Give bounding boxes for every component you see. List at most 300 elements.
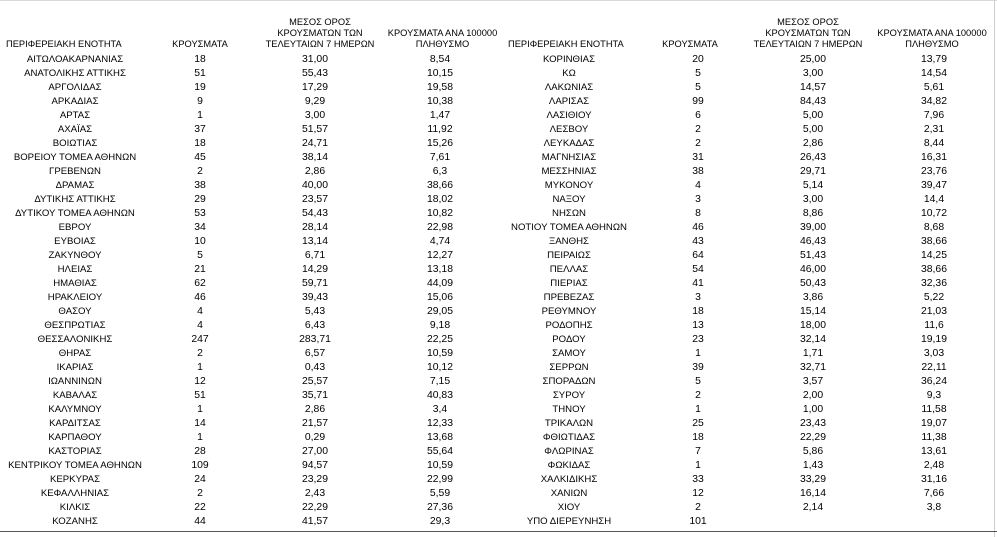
- table-row: [490, 417, 990, 431]
- region-cell: ΝΑΞΟΥ: [552, 194, 586, 205]
- region-cell: ΑΡΤΑΣ: [59, 110, 91, 121]
- per100k-cell: 8,68: [923, 222, 945, 233]
- table-row: [490, 151, 990, 165]
- region-cell: ΛΑΣΙΘΙΟΥ: [546, 110, 592, 121]
- avg7-cell: 6,71: [304, 250, 326, 261]
- header-region-left: [6, 12, 176, 50]
- region-cell: ΤΗΝΟΥ: [552, 404, 586, 415]
- header-cases-label: ΚΡΟΥΣΜΑΤΑ: [172, 39, 228, 49]
- avg7-cell: 94,57: [301, 460, 328, 471]
- region-cell: ΛΕΥΚΑΔΑΣ: [543, 138, 595, 149]
- region-cell: ΡΕΘΥΜΝΟΥ: [541, 306, 597, 317]
- table-row: [490, 361, 990, 375]
- per100k-cell: 22,11: [921, 362, 947, 373]
- cases-cell: 2: [695, 390, 701, 401]
- cases-cell: 20: [692, 54, 704, 65]
- avg7-cell: 9,29: [304, 96, 326, 107]
- cases-cell: 4: [197, 306, 203, 317]
- cases-cell: 8: [695, 208, 701, 219]
- region-cell: ΑΡΚΑΔΙΑΣ: [51, 96, 99, 107]
- table-row: [0, 165, 500, 179]
- avg7-cell: 38,14: [301, 152, 328, 163]
- cases-cell: 13: [692, 320, 704, 331]
- table-row: [0, 277, 500, 291]
- per100k-cell: 14,4: [923, 194, 945, 205]
- cases-cell: 43: [692, 236, 704, 247]
- table-row: [490, 277, 990, 291]
- avg7-cell: 51,43: [799, 250, 826, 261]
- avg7-cell: 32,14: [799, 334, 826, 345]
- cases-cell: 2: [695, 124, 701, 135]
- table-row: [0, 431, 500, 445]
- region-cell: ΚΑΡΠΑΘΟΥ: [48, 432, 102, 443]
- header-per100k-left: [375, 12, 510, 50]
- table-row: [490, 207, 990, 221]
- region-cell: ΣΥΡΟΥ: [552, 390, 586, 401]
- avg7-cell: 5,43: [304, 306, 326, 317]
- cases-cell: 29: [194, 194, 206, 205]
- per100k-cell: 6,3: [432, 166, 448, 177]
- cases-cell: 38: [692, 166, 704, 177]
- per100k-cell: 21,03: [920, 306, 947, 317]
- cases-cell: 23: [692, 334, 704, 345]
- region-cell: ΚΟΡΙΝΘΙΑΣ: [542, 54, 596, 65]
- per100k-cell: 32,36: [920, 278, 947, 289]
- per100k-cell: 7,61: [429, 152, 451, 163]
- table-row: [0, 291, 500, 305]
- per100k-cell: 19,07: [920, 418, 947, 429]
- table-row: [0, 137, 500, 151]
- table-row: [490, 291, 990, 305]
- per100k-cell: 38,66: [426, 180, 453, 191]
- cases-cell: 5: [197, 250, 203, 261]
- table-row: [490, 403, 990, 417]
- avg7-cell: 24,71: [301, 138, 328, 149]
- per100k-cell: 36,24: [920, 376, 947, 387]
- table-row: [0, 95, 500, 109]
- avg7-cell: 29,71: [799, 166, 826, 177]
- avg7-cell: 32,71: [799, 362, 826, 373]
- per100k-cell: 3,4: [432, 404, 448, 415]
- per100k-cell: 2,48: [923, 460, 945, 471]
- header-region-label: ΠΕΡΙΦΕΡΕΙΑΚΗ ΕΝΟΤΗΤΑ: [6, 39, 122, 49]
- region-cell: ΜΥΚΟΝΟΥ: [544, 180, 594, 191]
- cases-cell: 34: [194, 222, 206, 233]
- cases-cell: 2: [695, 502, 701, 513]
- cases-cell: 18: [692, 306, 704, 317]
- region-cell: ΙΚΑΡΙΑΣ: [56, 362, 94, 373]
- table-row: [490, 459, 990, 473]
- cases-cell: 5: [695, 376, 701, 387]
- cases-cell: 18: [194, 54, 206, 65]
- region-cell: ΞΑΝΘΗΣ: [549, 236, 589, 247]
- per100k-cell: 29,05: [426, 306, 453, 317]
- cases-cell: 1: [197, 432, 203, 443]
- avg7-cell: 1,00: [802, 404, 824, 415]
- region-cell: ΦΛΩΡΙΝΑΣ: [544, 446, 594, 457]
- avg7-cell: 15,14: [799, 306, 826, 317]
- per100k-cell: 34,82: [920, 96, 947, 107]
- per100k-cell: 12,33: [426, 418, 453, 429]
- table-row: [490, 81, 990, 95]
- per100k-cell: 10,82: [426, 208, 453, 219]
- per100k-cell: 8,44: [923, 138, 945, 149]
- cases-cell: 3: [695, 292, 701, 303]
- cases-cell: 2: [197, 488, 203, 499]
- per100k-cell: 8,54: [429, 54, 451, 65]
- cases-cell: 51: [194, 68, 206, 79]
- per100k-cell: 10,59: [426, 460, 453, 471]
- per100k-cell: 16,31: [920, 152, 947, 163]
- cases-cell: 2: [197, 348, 203, 359]
- table-row: [0, 403, 500, 417]
- table-row: [0, 235, 500, 249]
- region-cell: ΡΟΔΟΠΗΣ: [545, 320, 593, 331]
- table-row: [490, 235, 990, 249]
- avg7-cell: 23,43: [799, 418, 826, 429]
- region-cell: ΕΒΡΟΥ: [58, 222, 92, 233]
- avg7-cell: 55,43: [301, 68, 328, 79]
- per100k-cell: 14,25: [920, 250, 947, 261]
- table-row: [490, 95, 990, 109]
- table-row: [490, 375, 990, 389]
- cases-cell: 7: [695, 446, 701, 457]
- region-cell: ΡΟΔΟΥ: [552, 334, 586, 345]
- avg7-cell: 22,29: [799, 432, 826, 443]
- region-cell: ΔΥΤΙΚΟΥ ΤΟΜΕΑ ΑΘΗΝΩΝ: [15, 208, 135, 219]
- per100k-cell: 11,58: [921, 404, 947, 415]
- region-cell: ΜΕΣΣΗΝΙΑΣ: [541, 166, 597, 177]
- table-row: [490, 487, 990, 501]
- table-row: [0, 81, 500, 95]
- region-cell: ΠΕΛΛΑΣ: [549, 264, 589, 275]
- table-row: [0, 347, 500, 361]
- region-cell: ΝΟΤΙΟΥ ΤΟΜΕΑ ΑΘΗΝΩΝ: [511, 222, 627, 233]
- avg7-cell: 5,86: [802, 446, 824, 457]
- cases-cell: 39: [692, 362, 704, 373]
- avg7-cell: 6,43: [304, 320, 326, 331]
- bottom-border: [0, 531, 997, 532]
- cases-cell: 101: [689, 516, 707, 527]
- avg7-cell: 26,43: [799, 152, 826, 163]
- table-row: [0, 333, 500, 347]
- region-cell: ΘΕΣΣΑΛΟΝΙΚΗΣ: [37, 334, 113, 345]
- table-row: [0, 305, 500, 319]
- per100k-cell: 38,66: [920, 264, 947, 275]
- table-row: [0, 375, 500, 389]
- region-cell: ΑΡΓΟΛΙΔΑΣ: [48, 82, 102, 93]
- per100k-cell: 38,66: [920, 236, 947, 247]
- avg7-cell: 16,14: [799, 488, 826, 499]
- per100k-cell: [878, 515, 990, 529]
- table-row: [0, 179, 500, 193]
- cases-cell: 3: [695, 194, 701, 205]
- table-row: [0, 459, 500, 473]
- region-cell: ΧΙΟΥ: [557, 502, 581, 513]
- cases-cell: 4: [197, 320, 203, 331]
- region-cell: ΛΑΡΙΣΑΣ: [548, 96, 590, 107]
- avg7-cell: 1,71: [802, 348, 824, 359]
- header-avg7-line3: ΤΕΛΕΥΤΑΙΩΝ 7 ΗΜΕΡΩΝ: [265, 39, 375, 49]
- table-row: [0, 67, 500, 81]
- region-cell: ΓΡΕΒΕΝΩΝ: [49, 166, 101, 177]
- per100k-cell: 40,83: [426, 390, 453, 401]
- region-cell: ΚΕΦΑΛΛΗΝΙΑΣ: [40, 488, 110, 499]
- table-row: [490, 249, 990, 263]
- region-cell: ΚΕΡΚΥΡΑΣ: [49, 474, 100, 485]
- table-row: [0, 221, 500, 235]
- avg7-cell: 13,14: [301, 236, 328, 247]
- table-row: [0, 487, 500, 501]
- header-per100k-line1: ΚΡΟΥΣΜΑΤΑ ΑΝΑ 100000: [387, 28, 498, 38]
- per100k-cell: 10,59: [426, 348, 453, 359]
- top-border: [0, 0, 997, 1]
- region-cell: ΚΩ: [562, 68, 576, 79]
- right-table-body: [490, 53, 990, 529]
- avg7-cell: 84,43: [799, 96, 826, 107]
- region-cell: ΜΑΓΝΗΣΙΑΣ: [541, 152, 597, 163]
- avg7-cell: 2,00: [802, 390, 824, 401]
- region-cell: ΑΝΑΤΟΛΙΚΗΣ ΑΤΤΙΚΗΣ: [24, 68, 126, 79]
- region-cell: ΘΗΡΑΣ: [58, 348, 92, 359]
- per100k-cell: 18,02: [426, 194, 453, 205]
- per100k-cell: 19,19: [920, 334, 947, 345]
- table-row: [490, 165, 990, 179]
- cases-cell: 24: [194, 474, 206, 485]
- table-row: [490, 431, 990, 445]
- header-region-label: ΠΕΡΙΦΕΡΕΙΑΚΗ ΕΝΟΤΗΤΑ: [508, 39, 624, 49]
- header-per100k-right: [868, 12, 996, 50]
- avg7-cell: 33,29: [799, 474, 826, 485]
- header-per100k-line2: ΠΛΗΘΥΣΜΟ: [415, 39, 470, 49]
- right-data-table: [490, 53, 990, 529]
- per100k-cell: 14,54: [920, 68, 947, 79]
- avg7-cell: 25,00: [799, 54, 826, 65]
- cases-cell: 5: [695, 82, 701, 93]
- table-row: [0, 123, 500, 137]
- avg7-cell: 3,57: [802, 376, 824, 387]
- avg7-cell: 40,00: [301, 180, 328, 191]
- cases-cell: 1: [695, 404, 701, 415]
- avg7-cell: 5,00: [802, 124, 824, 135]
- per100k-cell: 1,47: [429, 110, 451, 121]
- cases-cell: 62: [194, 278, 206, 289]
- region-cell: ΒΟΙΩΤΙΑΣ: [52, 138, 98, 149]
- cases-cell: 1: [197, 404, 203, 415]
- cases-cell: 19: [194, 82, 206, 93]
- avg7-cell: 17,29: [301, 82, 328, 93]
- left-table-body: [0, 53, 500, 529]
- table-row: [490, 305, 990, 319]
- header-avg7-line3: ΤΕΛΕΥΤΑΙΩΝ 7 ΗΜΕΡΩΝ: [753, 39, 863, 49]
- avg7-cell: 14,57: [799, 82, 826, 93]
- per100k-cell: 31,16: [920, 474, 947, 485]
- cases-cell: 99: [692, 96, 704, 107]
- per100k-cell: 7,66: [923, 488, 945, 499]
- avg7-cell: 2,86: [802, 138, 824, 149]
- table-row: [490, 347, 990, 361]
- right-border: [994, 0, 995, 537]
- cases-cell: 9: [197, 96, 203, 107]
- avg7-cell: 59,71: [301, 278, 328, 289]
- header-cases-right: [650, 12, 730, 50]
- region-cell: ΔΥΤΙΚΗΣ ΑΤΤΙΚΗΣ: [34, 194, 116, 205]
- table-row: [0, 319, 500, 333]
- cases-cell: 22: [194, 502, 206, 513]
- region-cell: ΠΡΕΒΕΖΑΣ: [543, 292, 595, 303]
- avg7-cell: 2,86: [304, 404, 326, 415]
- cases-cell: 41: [692, 278, 704, 289]
- header-region-right: [508, 12, 648, 50]
- header-per100k-line1: ΚΡΟΥΣΜΑΤΑ ΑΝΑ 100000: [877, 28, 987, 38]
- avg7-cell: 46,43: [799, 236, 826, 247]
- cases-cell: 44: [194, 516, 206, 527]
- avg7-cell: 22,29: [301, 502, 328, 513]
- table-row: [0, 417, 500, 431]
- per100k-cell: 13,18: [426, 264, 453, 275]
- cases-cell: 247: [191, 334, 209, 345]
- avg7-cell: 8,86: [802, 208, 824, 219]
- cases-cell: 25: [692, 418, 704, 429]
- table-row: [490, 515, 990, 529]
- table-row: [490, 263, 990, 277]
- table-row: [0, 193, 500, 207]
- per100k-cell: 13,79: [920, 54, 947, 65]
- per100k-cell: 22,25: [426, 334, 453, 345]
- avg7-cell: 3,00: [802, 194, 824, 205]
- per100k-cell: 5,22: [923, 292, 945, 303]
- region-cell: ΦΩΚΙΔΑΣ: [547, 460, 591, 471]
- region-cell: ΛΑΚΩΝΙΑΣ: [544, 82, 594, 93]
- region-cell: ΝΗΣΩΝ: [552, 208, 586, 219]
- cases-cell: 54: [692, 264, 704, 275]
- avg7-cell: 39,00: [799, 222, 826, 233]
- header-avg7-line1: ΜΕΣΟΣ ΟΡΟΣ: [777, 17, 839, 27]
- avg7-cell: [748, 515, 878, 529]
- per100k-cell: 15,06: [426, 292, 453, 303]
- cases-cell: 1: [197, 362, 203, 373]
- per100k-cell: 13,61: [920, 446, 947, 457]
- cases-cell: 12: [194, 376, 206, 387]
- table-row: [0, 207, 500, 221]
- region-cell: ΗΛΕΙΑΣ: [57, 264, 93, 275]
- table-row: [0, 389, 500, 403]
- table-row: [490, 501, 990, 515]
- table-row: [0, 109, 500, 123]
- region-cell: ΦΘΙΩΤΙΔΑΣ: [542, 432, 596, 443]
- cases-cell: 109: [191, 460, 209, 471]
- per100k-cell: 29,3: [429, 516, 451, 527]
- cases-cell: 2: [197, 166, 203, 177]
- table-row: [490, 221, 990, 235]
- avg7-cell: 1,43: [802, 460, 824, 471]
- table-row: [490, 193, 990, 207]
- region-cell: ΠΙΕΡΙΑΣ: [550, 278, 588, 289]
- cases-cell: 46: [194, 292, 206, 303]
- avg7-cell: 3,00: [304, 110, 326, 121]
- avg7-cell: 51,57: [301, 124, 328, 135]
- per100k-cell: 39,47: [920, 180, 947, 191]
- region-cell: ΚΑΣΤΟΡΙΑΣ: [48, 446, 102, 457]
- avg7-cell: 18,00: [799, 320, 826, 331]
- cases-cell: 6: [695, 110, 701, 121]
- per100k-cell: 19,58: [426, 82, 453, 93]
- avg7-cell: 27,00: [301, 446, 328, 457]
- per100k-cell: 9,18: [429, 320, 451, 331]
- per100k-cell: 9,3: [926, 390, 942, 401]
- region-cell: ΠΕΙΡΑΙΩΣ: [547, 250, 591, 261]
- avg7-cell: 5,00: [802, 110, 824, 121]
- region-cell: ΙΩΑΝΝΙΝΩΝ: [48, 376, 102, 387]
- per100k-cell: 5,61: [923, 82, 945, 93]
- per100k-cell: 27,36: [426, 502, 453, 513]
- avg7-cell: 23,29: [301, 474, 328, 485]
- region-cell: ΣΠΟΡΑΔΩΝ: [542, 376, 596, 387]
- table-row: [490, 67, 990, 81]
- header-avg7-left: [255, 12, 385, 50]
- avg7-cell: 23,57: [301, 194, 328, 205]
- region-cell: ΧΑΛΚΙΔΙΚΗΣ: [540, 474, 598, 485]
- cases-cell: 4: [695, 180, 701, 191]
- per100k-cell: 11,38: [921, 432, 947, 443]
- region-cell: ΒΟΡΕΙΟΥ ΤΟΜΕΑ ΑΘΗΝΩΝ: [13, 152, 137, 163]
- per100k-cell: 15,26: [426, 138, 453, 149]
- table-row: [0, 361, 500, 375]
- avg7-cell: 50,43: [799, 278, 826, 289]
- table-row: [490, 473, 990, 487]
- avg7-cell: 41,57: [301, 516, 328, 527]
- per100k-cell: 44,09: [426, 278, 453, 289]
- table-row: [0, 501, 500, 515]
- region-cell: ΑΧΑΪΑΣ: [57, 124, 93, 135]
- cases-cell: 1: [197, 110, 203, 121]
- avg7-cell: 31,00: [301, 54, 328, 65]
- region-cell: ΔΡΑΜΑΣ: [55, 180, 95, 191]
- avg7-cell: 28,14: [301, 222, 328, 233]
- header-per100k-line2: ΠΛΗΘΥΣΜΟ: [905, 39, 959, 49]
- table-row: [490, 109, 990, 123]
- avg7-cell: 3,00: [802, 68, 824, 79]
- region-cell: ΚΟΖΑΝΗΣ: [52, 516, 98, 527]
- header-avg7-line2: ΚΡΟΥΣΜΑΤΩΝ ΤΩΝ: [765, 28, 851, 38]
- cases-cell: 14: [194, 418, 206, 429]
- avg7-cell: 39,43: [301, 292, 328, 303]
- cases-cell: 2: [695, 138, 701, 149]
- table-row: [490, 179, 990, 193]
- per100k-cell: 10,15: [426, 68, 453, 79]
- cases-cell: 10: [194, 236, 206, 247]
- table-row: [0, 53, 500, 67]
- avg7-cell: 283,71: [299, 334, 331, 345]
- cases-cell: 1: [695, 460, 701, 471]
- per100k-cell: 55,64: [426, 446, 453, 457]
- per100k-cell: 22,98: [426, 222, 453, 233]
- left-data-table: [0, 53, 500, 529]
- table-row: [490, 333, 990, 347]
- per100k-cell: 12,27: [426, 250, 453, 261]
- per100k-cell: 4,74: [429, 236, 451, 247]
- table-row: [0, 263, 500, 277]
- cases-cell: 28: [194, 446, 206, 457]
- avg7-cell: 5,14: [802, 180, 824, 191]
- cases-cell: 38: [194, 180, 206, 191]
- header-cases-label: ΚΡΟΥΣΜΑΤΑ: [662, 39, 718, 49]
- region-cell: ΚΙΛΚΙΣ: [59, 502, 91, 513]
- table-row: [490, 389, 990, 403]
- avg7-cell: 3,86: [802, 292, 824, 303]
- table-row: [490, 445, 990, 459]
- cases-cell: 51: [194, 390, 206, 401]
